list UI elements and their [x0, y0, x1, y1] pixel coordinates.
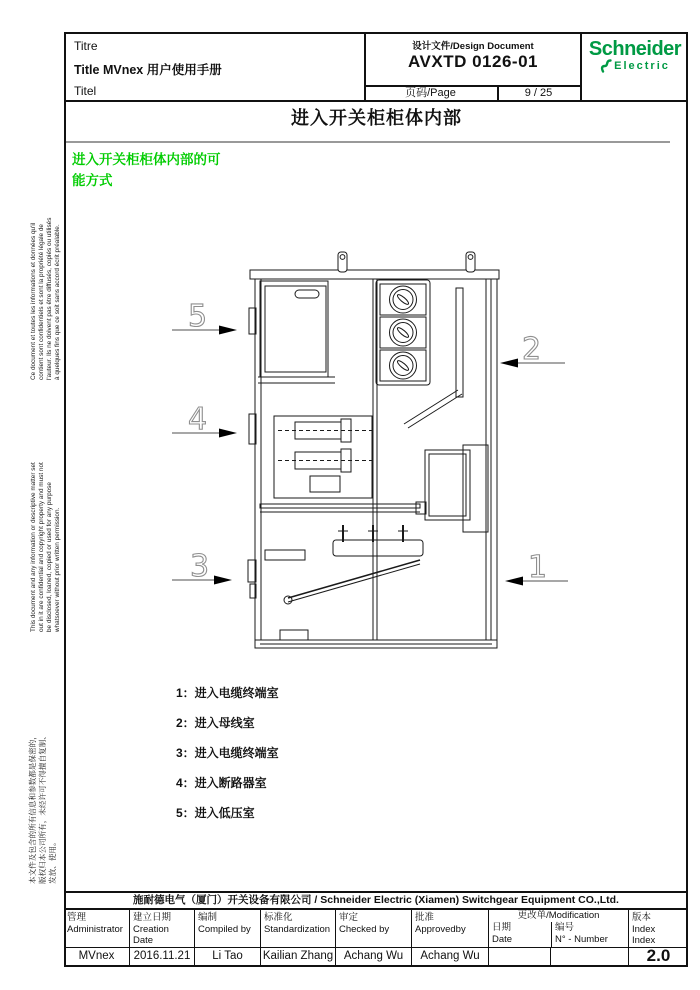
- confidentiality-note-french: [30, 218, 62, 380]
- col-standardization-header: [261, 910, 336, 948]
- circuit-breaker: [274, 416, 373, 498]
- col-administrator-header: [64, 910, 130, 948]
- label-cn: 日期: [492, 922, 512, 933]
- note-line: Ce document et toutes les informations et données qu'il: [30, 222, 37, 380]
- col-approved-by-header: [412, 910, 489, 948]
- title-underline-rule: [66, 141, 670, 143]
- modification-number-value: [551, 948, 629, 965]
- callout-number-4: 4: [188, 402, 208, 437]
- label-en: Creation Date: [133, 923, 169, 946]
- callout-number-2: 2: [522, 332, 542, 367]
- callouts: [188, 299, 547, 585]
- callout-number-3: 3: [190, 549, 210, 584]
- label-titel: Titel: [74, 84, 97, 98]
- label-en: Date: [492, 933, 513, 945]
- modification-header: [489, 910, 629, 948]
- note-line: 版权归本公司所有，未经许可不得擅自复制、: [38, 732, 47, 884]
- note-line: whatsoever without prior written permission.: [54, 507, 61, 632]
- document-title-line: Title MVnex 用户使用手册: [74, 63, 222, 77]
- page-label: 页码/Page: [405, 87, 456, 99]
- index-value: 2.0: [646, 948, 671, 965]
- logo-wordmark: Schneider: [588, 38, 682, 60]
- section-title: 进入开关柜柜体内部: [291, 108, 462, 128]
- note-line: be disclosed, loaned, copied or used for any purpose: [46, 482, 53, 632]
- modification-date-value: [489, 948, 551, 965]
- legend-item-2: 2：进入母线室: [176, 716, 255, 730]
- label-cn: 标准化: [264, 912, 293, 923]
- note-line: contient sont confidentiels et sont la propriété légale de: [38, 224, 45, 380]
- note-line: This document and any information or descriptive matter set: [30, 462, 37, 632]
- legend-item-4: 4：进入断路器室: [176, 776, 267, 790]
- callout-arrow-3: [214, 576, 232, 585]
- callout-arrow-4: [219, 429, 237, 438]
- title-block-table: [64, 910, 688, 965]
- cabinet-cross-section-drawing: [170, 246, 570, 666]
- label-en: N° - Number: [555, 933, 608, 945]
- label-en: Index: [632, 935, 656, 946]
- callout-arrow-5: [219, 326, 237, 335]
- confidentiality-note-english: [30, 462, 62, 632]
- note-line: 本文件及包含的所有信息和参数都是保密的，: [28, 732, 37, 884]
- modification-number-header: [551, 922, 628, 947]
- legend-item-1: 1：进入电缆终端室: [176, 686, 279, 700]
- index-header: [629, 910, 688, 948]
- lifting-lug: [338, 252, 475, 272]
- checked-by-value: Achang Wu: [336, 948, 412, 965]
- label-en: Administrator: [67, 923, 123, 935]
- label-cn: 编制: [198, 912, 218, 923]
- callout-number-1: 1: [528, 550, 548, 585]
- low-voltage-compartment: [258, 281, 335, 383]
- col-compiled-by-header: [195, 910, 261, 948]
- compiled-by-value: Li Tao: [195, 948, 261, 965]
- busbar-bushings: [376, 280, 430, 385]
- green-subtitle-line-2: 能方式: [72, 173, 113, 188]
- schneider-s-glyph-icon: [600, 59, 613, 73]
- label-cn: 管理: [67, 912, 87, 923]
- label-cn: 审定: [339, 912, 359, 923]
- green-subtitle-line-1: 进入开关柜柜体内部的可: [72, 152, 221, 167]
- document-number: AVXTD 0126-01: [408, 52, 538, 71]
- note-line: l'auteur. Ils ne doivent pas être diffusés, copiés ou utilisés: [46, 217, 53, 380]
- col-creation-date-header: [130, 910, 195, 948]
- standardization-value: Kailian Zhang: [261, 948, 336, 965]
- legend-item-3: 3：进入电缆终端室: [176, 746, 279, 760]
- approved-by-value: Achang Wu: [412, 948, 489, 965]
- callout-arrow-1: [505, 577, 523, 586]
- label-cn: 版本: [632, 912, 652, 923]
- note-line: à quelques fins que ce soit sans accord écrit préalable.: [54, 224, 61, 380]
- administrator-value: MVnex: [64, 948, 130, 965]
- label-en: Approvedby: [415, 923, 466, 935]
- green-subtitle: [72, 149, 221, 191]
- creation-date-value: 2016.11.21: [130, 948, 195, 965]
- note-line: out in it are confidential and copyright property and must not: [38, 462, 45, 632]
- col-checked-by-header: [336, 910, 412, 948]
- modification-date-header: [489, 922, 551, 947]
- confidentiality-note-chinese: [28, 732, 58, 884]
- label-cn: 批准: [415, 912, 435, 923]
- callout-arrow-2: [500, 359, 518, 368]
- label-en: Standardization: [264, 923, 331, 935]
- label-en: Checked by: [339, 923, 390, 935]
- modification-label: 更改单/Modification: [517, 910, 600, 921]
- label-titre: Titre: [74, 39, 98, 53]
- design-document-label: 设计文件/Design Document: [412, 41, 534, 52]
- side-box: [425, 445, 488, 532]
- company-name-row: 施耐德电气（厦门）开关设备有限公司 / Schneider Electric (Xiamen) Switchgear Equipment CO.,Ltd.: [64, 891, 688, 910]
- page-number: 9 / 25: [524, 87, 553, 99]
- logo-electric-text: Electric: [614, 59, 670, 72]
- schneider-electric-logo: [584, 39, 686, 73]
- label-cn: 编号: [555, 922, 575, 933]
- label-cn: 建立日期: [133, 912, 172, 923]
- legend-item-5: 5：进入低压室: [176, 806, 255, 820]
- note-line: 发放、使用。: [48, 838, 57, 884]
- bolt-plate: [333, 525, 423, 556]
- label-en: Index: [632, 923, 656, 935]
- label-en: Compiled by: [198, 923, 251, 935]
- callout-number-5: 5: [188, 299, 208, 334]
